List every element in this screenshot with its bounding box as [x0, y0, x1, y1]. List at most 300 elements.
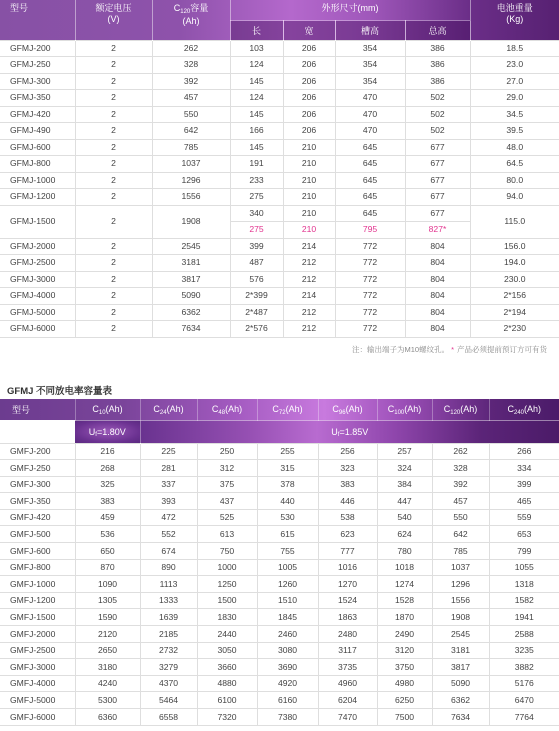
c24-cell: 225	[140, 443, 197, 460]
c240-cell: 653	[489, 526, 559, 543]
length-cell: 2*576	[230, 321, 283, 338]
width-cell: 206	[283, 106, 335, 123]
slot-height-cell: 772	[335, 238, 405, 255]
table-row	[0, 609, 559, 626]
width-cell: 212	[283, 255, 335, 272]
width-cell: 214	[283, 238, 335, 255]
voltage-cell: 2	[75, 189, 152, 206]
table-row	[0, 476, 559, 493]
c120-cell: 5090	[432, 675, 489, 692]
c10-cell: 536	[75, 526, 140, 543]
width-cell: 210	[283, 156, 335, 173]
c72-cell: 7380	[257, 709, 318, 726]
voltage-cell: 2	[75, 73, 152, 90]
capacity-table	[0, 399, 559, 726]
header-unit: (Ah)	[460, 404, 478, 415]
c240-cell: 2588	[489, 626, 559, 643]
voltage-subscript: f	[337, 432, 340, 438]
weight-cell: 18.5	[470, 40, 559, 57]
table-row	[0, 576, 559, 593]
c240-cell: 1941	[489, 609, 559, 626]
total-height-cell: 502	[405, 123, 470, 140]
c72-cell: 615	[257, 526, 318, 543]
table-row	[0, 526, 559, 543]
c24-cell: 890	[140, 559, 197, 576]
c24-cell: 6558	[140, 709, 197, 726]
c48-cell: 525	[197, 509, 257, 526]
model-header	[0, 0, 75, 40]
c100-cell: 7500	[377, 709, 432, 726]
capacity-cell: 457	[152, 90, 230, 107]
c24-cell: 1639	[140, 609, 197, 626]
total-height-cell: 677	[405, 139, 470, 156]
table-row	[0, 642, 559, 659]
width-cell: 210	[283, 222, 335, 239]
model-cell: GMFJ-300	[0, 476, 75, 493]
c96-cell: 6204	[318, 692, 377, 709]
c240-cell: 559	[489, 509, 559, 526]
c10-cell: 3180	[75, 659, 140, 676]
capacity-cell: 7634	[152, 321, 230, 338]
c240-cell: 266	[489, 443, 559, 460]
c72-cell: 1845	[257, 609, 318, 626]
c48-cell: 437	[197, 493, 257, 510]
c96-cell: 1863	[318, 609, 377, 626]
capacity-cell: 642	[152, 123, 230, 140]
c100-cell: 447	[377, 493, 432, 510]
model-header: 型号	[0, 399, 75, 420]
section-title: GFMJ 不同放电率容量表	[7, 386, 113, 397]
total-height-cell: 677	[405, 205, 470, 222]
width-cell: 210	[283, 205, 335, 222]
c96-cell: 2480	[318, 626, 377, 643]
voltage-cell: 2	[75, 238, 152, 255]
c100-cell: 540	[377, 509, 432, 526]
model-cell: GFMJ-1500	[0, 205, 75, 238]
c96-cell: 1016	[318, 559, 377, 576]
weight-cell: 2*230	[470, 321, 559, 338]
weight-cell: 34.5	[470, 106, 559, 123]
header-prefix: C	[443, 404, 451, 415]
c10-cell: 5300	[75, 692, 140, 709]
voltage-cell: 2	[75, 271, 152, 288]
model-cell: GMFJ-600	[0, 543, 75, 560]
width-cell: 206	[283, 73, 335, 90]
c24-cell: 5464	[140, 692, 197, 709]
c100-cell: 624	[377, 526, 432, 543]
c72-cell: 1510	[257, 592, 318, 609]
c120-cell: 1908	[432, 609, 489, 626]
length-cell: 145	[230, 139, 283, 156]
width-cell: 210	[283, 189, 335, 206]
header-subscript: 96	[338, 409, 346, 416]
model-cell: GMFJ-200	[0, 443, 75, 460]
weight-cell: 29.0	[470, 90, 559, 107]
slot-height-cell: 795	[335, 222, 405, 239]
c48-cell: 1250	[197, 576, 257, 593]
c24-cell: 2185	[140, 626, 197, 643]
header-unit: (Kg)	[506, 14, 524, 24]
c48-header	[197, 399, 257, 420]
voltage-cell: 2	[75, 123, 152, 140]
header-label: 电池重量	[496, 3, 533, 13]
header-prefix: C	[211, 404, 219, 415]
c72-cell: 4920	[257, 675, 318, 692]
c24-cell: 552	[140, 526, 197, 543]
total-height-cell: 804	[405, 255, 470, 272]
c48-cell: 1000	[197, 559, 257, 576]
c240-cell: 3882	[489, 659, 559, 676]
c120-cell: 457	[432, 493, 489, 510]
header-unit: (Ah)	[182, 16, 200, 26]
table-row	[0, 238, 559, 255]
header-subscript: 24	[159, 409, 167, 416]
header-unit: (Ah)	[225, 404, 243, 415]
length-cell: 2*487	[230, 304, 283, 321]
c100-cell: 384	[377, 476, 432, 493]
c96-cell: 4960	[318, 675, 377, 692]
model-cell: GMFJ-2000	[0, 626, 75, 643]
weight-header	[470, 0, 559, 40]
header-row	[0, 399, 559, 420]
header-label	[153, 3, 230, 16]
weight-cell: 80.0	[470, 172, 559, 189]
c10-cell: 650	[75, 543, 140, 560]
c10-cell: 1590	[75, 609, 140, 626]
total-height-cell: 677	[405, 189, 470, 206]
slot-height-cell: 470	[335, 90, 405, 107]
table-row	[0, 106, 559, 123]
table-row	[0, 543, 559, 560]
c100-cell: 3120	[377, 642, 432, 659]
table-row	[0, 156, 559, 173]
c72-cell: 315	[257, 460, 318, 477]
model-cell: GFMJ-350	[0, 90, 75, 107]
weight-cell: 23.0	[470, 57, 559, 74]
c96-cell: 538	[318, 509, 377, 526]
header-unit: (Ah)	[345, 404, 363, 415]
capacity-cell: 1037	[152, 156, 230, 173]
c120-cell: 642	[432, 526, 489, 543]
table-row	[0, 709, 559, 726]
width-cell: 214	[283, 288, 335, 305]
table-row	[0, 205, 559, 222]
c72-cell: 2460	[257, 626, 318, 643]
voltage-cell: 2	[75, 172, 152, 189]
slot-height-cell: 772	[335, 271, 405, 288]
slot-height-cell: 354	[335, 57, 405, 74]
model-cell: GMFJ-2500	[0, 642, 75, 659]
slot-height-cell: 645	[335, 205, 405, 222]
header-label-prefix: C	[173, 3, 181, 13]
c120-cell: 1556	[432, 592, 489, 609]
total-height-cell: 804	[405, 288, 470, 305]
c24-cell: 1113	[140, 576, 197, 593]
c48-cell: 2440	[197, 626, 257, 643]
total-height-cell: 827*	[405, 222, 470, 239]
length-cell: 275	[230, 222, 283, 239]
total-height-cell: 804	[405, 238, 470, 255]
c96-cell: 383	[318, 476, 377, 493]
length-cell: 166	[230, 123, 283, 140]
table-row	[0, 90, 559, 107]
c72-cell: 6160	[257, 692, 318, 709]
c120-cell: 1296	[432, 576, 489, 593]
table-row	[0, 509, 559, 526]
c48-cell: 3050	[197, 642, 257, 659]
asterisk-mark: *	[451, 345, 454, 354]
length-cell: 2*399	[230, 288, 283, 305]
header-subscript: 10	[98, 409, 106, 416]
c10-cell: 2650	[75, 642, 140, 659]
c96-cell: 1270	[318, 576, 377, 593]
c120-cell: 550	[432, 509, 489, 526]
c96-cell: 256	[318, 443, 377, 460]
c72-header	[257, 399, 318, 420]
voltage-cell: 2	[75, 106, 152, 123]
c100-cell: 1018	[377, 559, 432, 576]
c240-cell: 799	[489, 543, 559, 560]
c24-cell: 337	[140, 476, 197, 493]
capacity-cell: 262	[152, 40, 230, 57]
weight-cell: 39.5	[470, 123, 559, 140]
model-cell: GFMJ-5000	[0, 304, 75, 321]
capacity-cell: 392	[152, 73, 230, 90]
width-cell: 210	[283, 172, 335, 189]
c120-cell: 785	[432, 543, 489, 560]
c10-cell: 6360	[75, 709, 140, 726]
length-cell: 124	[230, 57, 283, 74]
table-row	[0, 493, 559, 510]
weight-cell: 194.0	[470, 255, 559, 272]
c48-cell: 4880	[197, 675, 257, 692]
c100-cell: 1870	[377, 609, 432, 626]
footnote	[352, 344, 547, 355]
total-height-cell: 502	[405, 90, 470, 107]
c240-cell: 399	[489, 476, 559, 493]
model-cell: GMFJ-350	[0, 493, 75, 510]
c10-cell: 459	[75, 509, 140, 526]
c10-cell: 383	[75, 493, 140, 510]
header-label-suffix: 容量	[190, 3, 209, 13]
c240-cell: 334	[489, 460, 559, 477]
model-cell: GMFJ-1000	[0, 576, 75, 593]
table-row	[0, 626, 559, 643]
header-label-subscript: 120	[180, 8, 191, 15]
model-cell: GMFJ-4000	[0, 675, 75, 692]
capacity-table-section	[0, 399, 559, 726]
c100-header	[377, 399, 432, 420]
c120-cell: 392	[432, 476, 489, 493]
length-cell: 145	[230, 73, 283, 90]
voltage-cell: 2	[75, 205, 152, 238]
weight-cell: 156.0	[470, 238, 559, 255]
c240-cell: 465	[489, 493, 559, 510]
c10-cell: 268	[75, 460, 140, 477]
model-cell: GMFJ-3000	[0, 659, 75, 676]
model-cell: GMFJ-500	[0, 526, 75, 543]
c48-cell: 613	[197, 526, 257, 543]
width-header: 宽	[283, 20, 335, 40]
total-height-cell: 386	[405, 57, 470, 74]
header-prefix: C	[92, 404, 99, 415]
c96-cell: 623	[318, 526, 377, 543]
c96-cell: 3735	[318, 659, 377, 676]
length-cell: 233	[230, 172, 283, 189]
voltage-value: =1.85V	[339, 426, 369, 437]
length-cell: 487	[230, 255, 283, 272]
slot-height-cell: 772	[335, 321, 405, 338]
width-cell: 212	[283, 304, 335, 321]
c72-cell: 530	[257, 509, 318, 526]
table-row	[0, 443, 559, 460]
length-cell: 191	[230, 156, 283, 173]
model-cell: GFMJ-1000	[0, 172, 75, 189]
length-cell: 124	[230, 90, 283, 107]
capacity-cell: 3181	[152, 255, 230, 272]
model-cell: GFMJ-800	[0, 156, 75, 173]
model-cell: GFMJ-420	[0, 106, 75, 123]
header-unit: (Ah)	[404, 404, 422, 415]
c24-cell: 393	[140, 493, 197, 510]
model-cell: GFMJ-200	[0, 40, 75, 57]
weight-cell: 230.0	[470, 271, 559, 288]
table-row	[0, 73, 559, 90]
voltage-cell: 2	[75, 139, 152, 156]
voltage-cell: 2	[75, 40, 152, 57]
table-header	[0, 399, 559, 443]
c240-header	[489, 399, 559, 420]
c10-cell: 1090	[75, 576, 140, 593]
voltage-cell: 2	[75, 156, 152, 173]
slot-height-cell: 772	[335, 255, 405, 272]
blank-header-cell	[0, 420, 75, 443]
c24-cell: 674	[140, 543, 197, 560]
c10-cell: 2120	[75, 626, 140, 643]
c120-cell: 6362	[432, 692, 489, 709]
length-cell: 103	[230, 40, 283, 57]
length-cell: 576	[230, 271, 283, 288]
slot-height-cell: 772	[335, 304, 405, 321]
header-label: 额定电压	[95, 3, 132, 13]
c120-cell: 2545	[432, 626, 489, 643]
c10-cell: 4240	[75, 675, 140, 692]
c120-cell: 7634	[432, 709, 489, 726]
footnote-text: 注：输出端子为M10螺纹孔。	[351, 345, 450, 354]
c96-cell: 7470	[318, 709, 377, 726]
table-row	[0, 304, 559, 321]
c100-cell: 257	[377, 443, 432, 460]
voltage-cell: 2	[75, 255, 152, 272]
c48-cell: 750	[197, 543, 257, 560]
table-row	[0, 255, 559, 272]
voltage-symbol: U	[88, 426, 96, 437]
c48-cell: 375	[197, 476, 257, 493]
capacity-cell: 5090	[152, 288, 230, 305]
table-row	[0, 271, 559, 288]
slot-height-cell: 645	[335, 172, 405, 189]
total-height-cell: 386	[405, 40, 470, 57]
table-body	[0, 443, 559, 725]
model-cell: GFMJ-250	[0, 57, 75, 74]
table-row	[0, 288, 559, 305]
table-row	[0, 675, 559, 692]
c100-cell: 2490	[377, 626, 432, 643]
table-row	[0, 172, 559, 189]
model-cell: GFMJ-4000	[0, 288, 75, 305]
c72-cell: 440	[257, 493, 318, 510]
total-height-cell: 677	[405, 172, 470, 189]
table-row	[0, 123, 559, 140]
voltage-cell: 2	[75, 57, 152, 74]
length-cell: 275	[230, 189, 283, 206]
total-height-cell: 502	[405, 106, 470, 123]
c100-cell: 4980	[377, 675, 432, 692]
weight-cell: 115.0	[470, 205, 559, 238]
dimensions-header	[230, 0, 470, 20]
c96-cell: 3117	[318, 642, 377, 659]
length-cell: 340	[230, 205, 283, 222]
spec-table	[0, 0, 559, 338]
c240-cell: 5176	[489, 675, 559, 692]
voltage-symbol: U	[331, 426, 338, 437]
capacity-cell: 1556	[152, 189, 230, 206]
c96-header	[318, 399, 377, 420]
c72-cell: 255	[257, 443, 318, 460]
header-unit: (Ah)	[285, 404, 303, 415]
c72-cell: 3690	[257, 659, 318, 676]
total-height-cell: 677	[405, 156, 470, 173]
c48-cell: 250	[197, 443, 257, 460]
slot-height-cell: 354	[335, 40, 405, 57]
c48-cell: 6100	[197, 692, 257, 709]
c24-cell: 472	[140, 509, 197, 526]
model-cell: GFMJ-490	[0, 123, 75, 140]
c48-cell: 1830	[197, 609, 257, 626]
header-prefix: C	[387, 404, 395, 415]
table-row	[0, 692, 559, 709]
c10-cell: 216	[75, 443, 140, 460]
weight-cell: 64.5	[470, 156, 559, 173]
table-header	[0, 0, 559, 40]
table-row	[0, 321, 559, 338]
c100-cell: 324	[377, 460, 432, 477]
c10-header	[75, 399, 140, 420]
capacity-header	[152, 0, 230, 40]
c24-cell: 4370	[140, 675, 197, 692]
model-cell: GFMJ-3000	[0, 271, 75, 288]
total-height-cell: 386	[405, 73, 470, 90]
capacity-cell: 785	[152, 139, 230, 156]
c72-cell: 3080	[257, 642, 318, 659]
c240-cell: 1055	[489, 559, 559, 576]
model-cell: GFMJ-300	[0, 73, 75, 90]
header-prefix: C	[272, 404, 279, 415]
header-label: 型号	[10, 3, 29, 13]
capacity-cell: 6362	[152, 304, 230, 321]
c24-cell: 3279	[140, 659, 197, 676]
length-cell: 399	[230, 238, 283, 255]
c120-cell: 262	[432, 443, 489, 460]
table-row	[0, 559, 559, 576]
spec-table-section	[0, 0, 559, 338]
header-subscript: 100	[394, 409, 405, 416]
capacity-cell: 1296	[152, 172, 230, 189]
model-cell: GFMJ-6000	[0, 321, 75, 338]
model-cell: GMFJ-420	[0, 509, 75, 526]
weight-cell: 27.0	[470, 73, 559, 90]
c240-cell: 3235	[489, 642, 559, 659]
